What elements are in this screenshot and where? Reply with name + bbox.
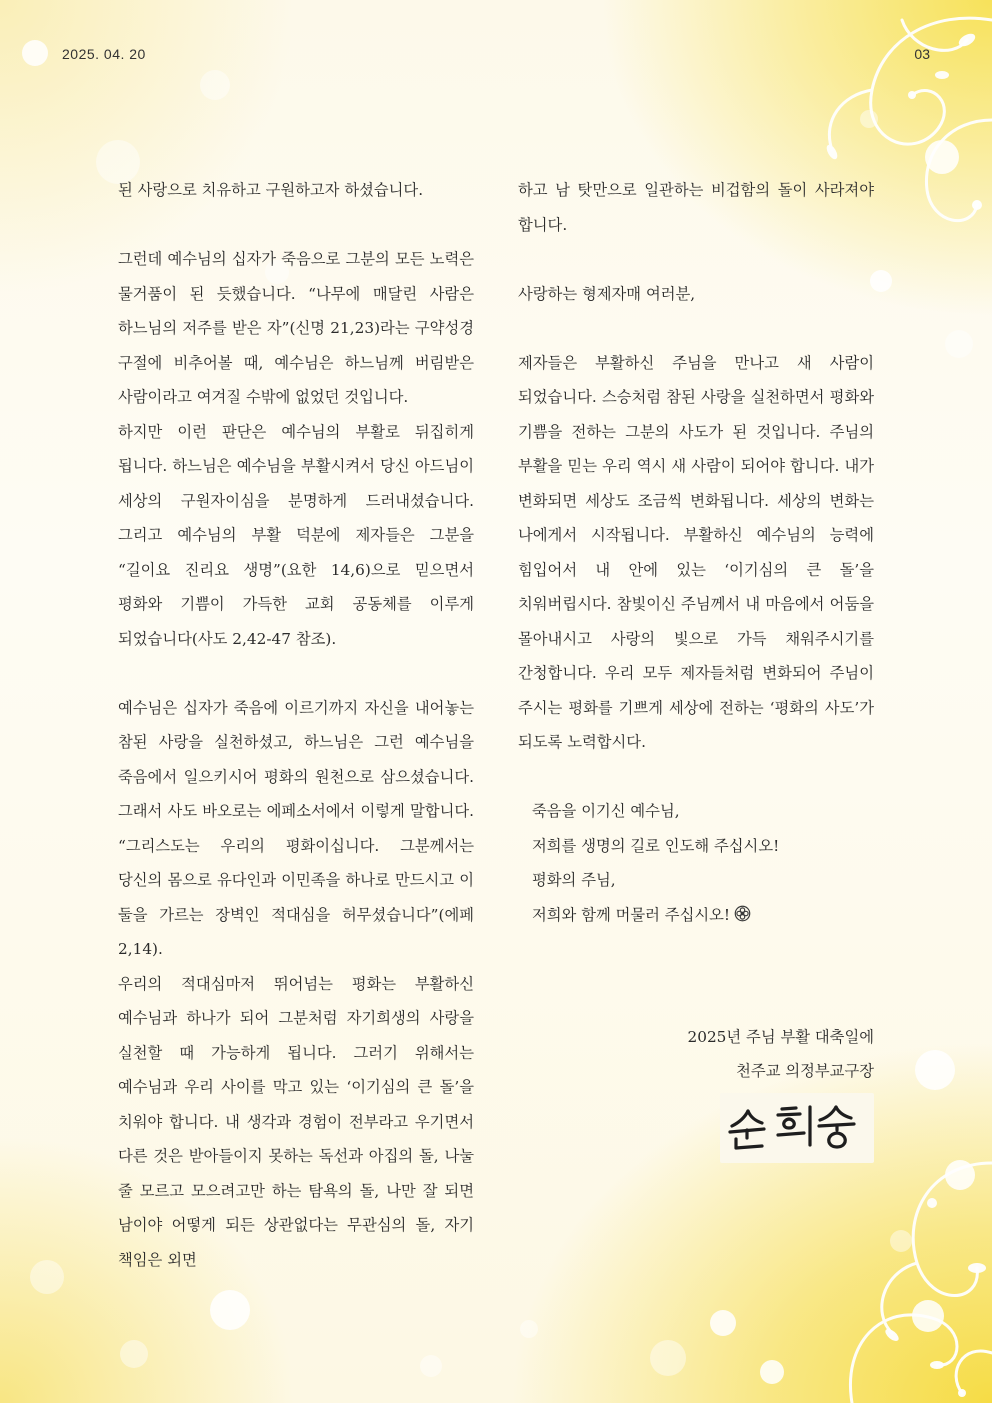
right-column bbox=[518, 173, 874, 932]
paragraph: 그런데 예수님의 십자가 죽음으로 그분의 모든 노력은 물거품이 된 듯했습니다. “나무에 매달린 사람은 하느님의 저주를 받은 자”(신명 21,23)라는 구약성경 구절에 비추어볼 때, 예수님은 하느님께 버림받은 사람이라고 여겨질 수밖에 없었던 것입니다. bbox=[118, 250, 474, 406]
page-number: 03 bbox=[914, 46, 930, 62]
closing-prayer bbox=[518, 794, 874, 932]
author-title: 천주교 의정부교구장 bbox=[736, 1062, 874, 1080]
paragraph: 예수님은 십자가 죽음에 이르기까지 자신을 내어놓는 참된 사랑을 실천하셨고, 하느님은 그런 예수님을 죽음에서 일으키시어 평화의 원천으로 삼으셨습니다. 그래서 사도 바오로는 에페소서에서 이렇게 말합니다. “그리스도는 우리의 평화이십니다. 그분께서는 당신의 몸으로 유다인과 이민족을 하나로 만드시고 이 둘을 가르는 장벽인 적대심을 허무셨습니다”(에페 2,14). bbox=[118, 698, 474, 958]
prayer-line-last bbox=[532, 898, 874, 933]
handwritten-signature bbox=[720, 1093, 874, 1163]
paragraph: 제자들은 부활하신 주님을 만나고 새 사람이 되었습니다. 스승처럼 참된 사랑을 실천하면서 평화와 기쁨을 전하는 그분의 사도가 된 것입니다. 주님의 부활을 믿는 우리 역시 새 사람이 되어야 합니다. 내가 변화되면 세상도 조금씩 변화됩니다. 세상의 변화는 나에게서 시작됩니다. 부활하신 예수님의 능력에 힘입어서 내 안에 있는 ‘이기심의 큰 돌’을 치워버립시다. 참빛이신 주님께서 내 마음에서 어둠을 몰아내시고 사랑의 빛으로 가득 채워주시기를 간청합니다. 우리 모두 제자들처럼 변화되어 주님이 주시는 평화를 기쁘게 세상에 전하는 ‘평화의 사도’가 되도록 노력합시다. bbox=[518, 353, 874, 751]
paragraph: 된 사랑으로 치유하고 구원하고자 하셨습니다. bbox=[118, 181, 424, 199]
paragraph: 하지만 이런 판단은 예수님의 부활로 뒤집히게 됩니다. 하느님은 예수님을 부활시켜서 당신 아드님이 세상의 구원자이심을 분명하게 드러내셨습니다. 그리고 예수님의 부활 덕분에 제자들은 그분을 “길이요 진리요 생명”(요한 14,6)으로 믿으면서 평화와 기쁨이 가득한 교회 공동체를 이루게 되었습니다(사도 2,42-47 참조). bbox=[118, 422, 474, 648]
prayer-line: 저희를 생명의 길로 인도해 주십시오! bbox=[532, 836, 780, 855]
prayer-line: 저희와 함께 머물러 주십시오! bbox=[532, 905, 731, 924]
prayer-line: 평화의 주님, bbox=[532, 871, 616, 889]
greeting: 사랑하는 형제자매 여러분, bbox=[518, 284, 696, 303]
paragraph: 하고 남 탓만으로 일관하는 비겁함의 돌이 사라져야 합니다. bbox=[518, 181, 874, 234]
prayer-line: 죽음을 이기신 예수님, bbox=[532, 802, 680, 820]
signature-block bbox=[687, 1020, 874, 1088]
occasion-line: 2025년 주님 부활 대축일에 bbox=[687, 1028, 874, 1046]
signature-image bbox=[720, 1093, 874, 1163]
paragraph: 우리의 적대심마저 뛰어넘는 평화는 부활하신 예수님과 하나가 되어 그분처럼 자기희생의 사랑을 실천할 때 가능하게 됩니다. 그러기 위해서는 예수님과 우리 사이를 막고 있는 ‘이기심의 큰 돌’을 치워야 합니다. 내 생각과 경험이 전부라고 우기면서 다른 것은 받아들이지 못하는 독선과 아집의 돌, 나눌 줄 모르고 모으려고만 하는 탐욕의 돌, 나만 잘 되면 남이야 어떻게 되든 상관없다는 무관심의 돌, 자기 책임은 외면 bbox=[118, 974, 474, 1269]
flower-icon bbox=[734, 905, 751, 922]
issue-date: 2025. 04. 20 bbox=[62, 46, 146, 62]
left-column bbox=[118, 173, 474, 1277]
